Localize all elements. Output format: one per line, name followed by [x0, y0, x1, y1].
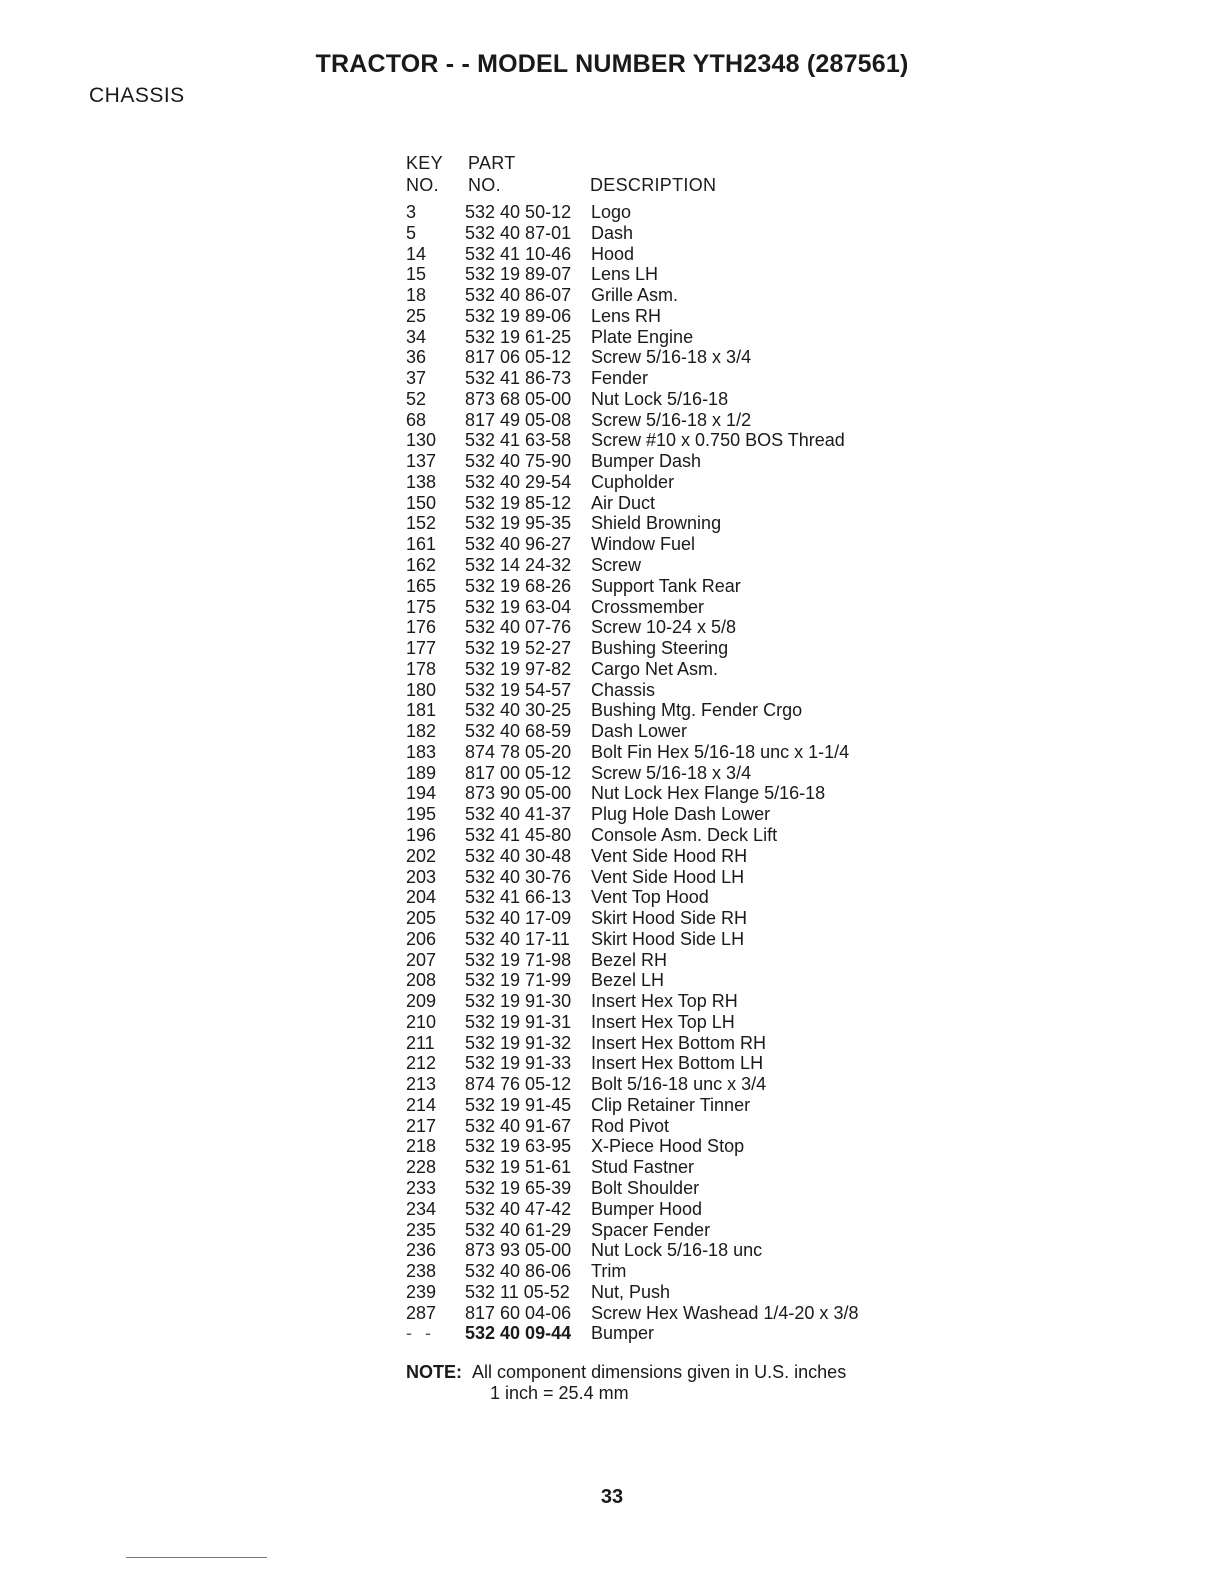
- description-cell: Bolt Shoulder: [591, 1177, 700, 1198]
- table-row: [406, 825, 966, 846]
- table-row: [406, 264, 966, 285]
- header-description: DESCRIPTION: [590, 175, 717, 195]
- description-cell: Window Fuel: [591, 534, 696, 555]
- description-cell: Bumper Dash: [591, 451, 702, 472]
- table-row: [406, 783, 966, 804]
- table-row: [406, 493, 966, 514]
- table-row: [406, 1136, 966, 1157]
- part-number-cell: 532 19 61-25: [465, 326, 572, 347]
- key-cell: 18: [406, 285, 427, 306]
- description-cell: Bumper: [591, 1323, 655, 1344]
- table-row: [406, 659, 966, 680]
- table-row: [406, 1199, 966, 1220]
- description-cell: Shield Browning: [591, 513, 722, 534]
- key-cell: 234: [406, 1198, 437, 1219]
- part-number-cell: 532 19 71-98: [465, 949, 572, 970]
- part-number-cell: 532 19 51-61: [465, 1157, 572, 1178]
- table-row: [406, 368, 966, 389]
- key-cell: 165: [406, 575, 437, 596]
- key-cell: 287: [406, 1302, 437, 1323]
- description-cell: Screw 10-24 x 5/8: [591, 617, 737, 638]
- table-body: [406, 202, 966, 1344]
- part-number-cell: 532 40 30-48: [465, 845, 572, 866]
- part-number-cell: 532 40 86-07: [465, 285, 572, 306]
- part-number-cell: 532 19 91-33: [465, 1053, 572, 1074]
- key-cell: 212: [406, 1053, 437, 1074]
- table-row: [406, 991, 966, 1012]
- description-cell: Trim: [591, 1261, 627, 1282]
- page-title: TRACTOR - - MODEL NUMBER YTH2348 (287561): [315, 50, 909, 78]
- key-cell: 207: [406, 949, 437, 970]
- description-cell: Skirt Hood Side LH: [591, 928, 745, 949]
- key-cell: 36: [406, 347, 427, 368]
- table-row: [406, 929, 966, 950]
- key-cell: - -: [406, 1323, 435, 1344]
- table-row: [406, 1012, 966, 1033]
- key-cell: 176: [406, 617, 437, 638]
- part-number-cell: 532 19 65-39: [465, 1177, 572, 1198]
- description-cell: Lens RH: [591, 305, 662, 326]
- table-row: [406, 202, 966, 223]
- table-row: [406, 908, 966, 929]
- part-number-cell: 532 40 87-01: [465, 222, 572, 243]
- part-number-cell: 873 93 05-00: [465, 1240, 572, 1261]
- key-cell: 137: [406, 451, 437, 472]
- key-cell: 233: [406, 1177, 437, 1198]
- table-row: [406, 1261, 966, 1282]
- part-number-cell: 532 40 47-42: [465, 1198, 572, 1219]
- table-row: [406, 430, 966, 451]
- description-cell: Bolt Fin Hex 5/16-18 unc x 1-1/4: [591, 741, 850, 762]
- key-cell: 235: [406, 1219, 437, 1240]
- key-cell: 178: [406, 658, 437, 679]
- description-cell: Hood: [591, 243, 635, 264]
- part-number-cell: 532 40 29-54: [465, 471, 572, 492]
- key-cell: 15: [406, 264, 427, 285]
- description-cell: Dash Lower: [591, 721, 688, 742]
- part-number-cell: 532 40 30-76: [465, 866, 572, 887]
- key-cell: 182: [406, 721, 437, 742]
- description-cell: Insert Hex Bottom RH: [591, 1032, 767, 1053]
- description-cell: Vent Side Hood LH: [591, 866, 745, 887]
- description-cell: Nut Lock 5/16-18 unc: [591, 1240, 763, 1261]
- table-row: [406, 700, 966, 721]
- key-cell: 175: [406, 596, 437, 617]
- part-number-cell: 532 19 52-27: [465, 638, 572, 659]
- description-cell: Vent Top Hood: [591, 887, 709, 908]
- description-cell: Insert Hex Top LH: [591, 1011, 735, 1032]
- part-number-cell: 817 06 05-12: [465, 347, 572, 368]
- description-cell: Vent Side Hood RH: [591, 845, 748, 866]
- part-number-cell: 532 40 50-12: [465, 202, 572, 222]
- part-number-cell: 817 49 05-08: [465, 409, 572, 430]
- key-cell: 5: [406, 222, 417, 243]
- table-row: [406, 846, 966, 867]
- table-row: [406, 347, 966, 368]
- description-cell: Logo: [591, 202, 632, 222]
- table-row: [406, 721, 966, 742]
- description-cell: Bumper Hood: [591, 1198, 703, 1219]
- table-row: [406, 223, 966, 244]
- part-number-cell: 532 41 86-73: [465, 368, 572, 389]
- part-number-cell: 532 40 30-25: [465, 700, 572, 721]
- key-cell: 162: [406, 555, 437, 576]
- key-cell: 14: [406, 243, 427, 264]
- key-cell: 34: [406, 326, 427, 347]
- key-cell: 177: [406, 638, 437, 659]
- table-row: [406, 410, 966, 431]
- table-row: [406, 244, 966, 265]
- description-cell: Bezel RH: [591, 949, 668, 970]
- part-number-cell: 532 14 24-32: [465, 555, 572, 576]
- part-number-cell: 532 19 91-31: [465, 1011, 572, 1032]
- part-number-cell: 532 40 68-59: [465, 721, 572, 742]
- part-number-cell: 532 40 96-27: [465, 534, 572, 555]
- description-cell: Insert Hex Bottom LH: [591, 1053, 764, 1074]
- parts-table: [406, 152, 966, 1344]
- table-header-row-2: [406, 174, 966, 196]
- part-number-cell: 874 78 05-20: [465, 741, 572, 762]
- description-cell: Nut, Push: [591, 1281, 671, 1302]
- description-cell: Nut Lock Hex Flange 5/16-18: [591, 783, 826, 804]
- part-number-cell: 532 40 75-90: [465, 451, 572, 472]
- key-cell: 213: [406, 1074, 437, 1095]
- table-row: [406, 389, 966, 410]
- table-row: [406, 680, 966, 701]
- part-number-cell: 532 40 17-11: [465, 928, 570, 949]
- part-number-cell: 817 00 05-12: [465, 762, 572, 783]
- description-cell: Bushing Steering: [591, 638, 729, 659]
- description-cell: Insert Hex Top RH: [591, 991, 738, 1012]
- description-cell: Chassis: [591, 679, 656, 700]
- part-number-cell: 532 41 63-58: [465, 430, 572, 451]
- description-cell: Fender: [591, 368, 649, 389]
- key-cell: 208: [406, 970, 437, 991]
- part-number-cell: 532 19 95-35: [465, 513, 572, 534]
- table-row: [406, 1053, 966, 1074]
- table-row: [406, 597, 966, 618]
- description-cell: X-Piece Hood Stop: [591, 1136, 745, 1157]
- key-cell: 211: [406, 1032, 435, 1053]
- part-number-cell: 873 68 05-00: [465, 388, 572, 409]
- key-cell: 210: [406, 1011, 437, 1032]
- key-cell: 195: [406, 804, 437, 825]
- table-row: [406, 804, 966, 825]
- table-row: [406, 887, 966, 908]
- table-row: [406, 327, 966, 348]
- table-row: [406, 763, 966, 784]
- part-number-cell: 532 19 54-57: [465, 679, 572, 700]
- key-cell: 205: [406, 908, 437, 929]
- table-row: [406, 1220, 966, 1241]
- part-number-cell: 532 19 71-99: [465, 970, 572, 991]
- part-number-cell: 873 90 05-00: [465, 783, 572, 804]
- key-cell: 209: [406, 991, 437, 1012]
- table-row: [406, 513, 966, 534]
- key-cell: 52: [406, 388, 427, 409]
- description-cell: Plate Engine: [591, 326, 694, 347]
- table-row: [406, 1178, 966, 1199]
- key-cell: 180: [406, 679, 437, 700]
- key-cell: 130: [406, 430, 437, 451]
- page-number: 33: [600, 1486, 624, 1508]
- table-row: [406, 742, 966, 763]
- description-cell: Screw Hex Washead 1/4-20 x 3/8: [591, 1302, 859, 1323]
- description-cell: Skirt Hood Side RH: [591, 908, 748, 929]
- key-cell: 150: [406, 492, 437, 513]
- key-cell: 183: [406, 741, 437, 762]
- part-number-cell: 532 40 09-44: [465, 1323, 572, 1344]
- note: [406, 1362, 846, 1383]
- part-number-cell: 532 40 17-09: [465, 908, 572, 929]
- table-header-row-1: [406, 152, 966, 174]
- description-cell: Grille Asm.: [591, 285, 679, 306]
- table-row: [406, 285, 966, 306]
- table-row: [406, 1033, 966, 1054]
- description-cell: Nut Lock 5/16-18: [591, 388, 729, 409]
- key-cell: 68: [406, 409, 427, 430]
- key-cell: 204: [406, 887, 437, 908]
- part-number-cell: 532 40 86-06: [465, 1261, 572, 1282]
- description-cell: Screw: [591, 555, 642, 576]
- description-cell: Plug Hole Dash Lower: [591, 804, 771, 825]
- part-number-cell: 532 40 07-76: [465, 617, 572, 638]
- part-number-cell: 874 76 05-12: [465, 1074, 572, 1095]
- key-cell: 3: [406, 202, 417, 222]
- footer-rule: [126, 1557, 267, 1558]
- key-cell: 203: [406, 866, 437, 887]
- description-cell: Bezel LH: [591, 970, 665, 991]
- table-row: [406, 1157, 966, 1178]
- description-cell: Screw 5/16-18 x 3/4: [591, 762, 752, 783]
- description-cell: Crossmember: [591, 596, 705, 617]
- table-row: [406, 1116, 966, 1137]
- key-cell: 228: [406, 1157, 437, 1178]
- key-cell: 202: [406, 845, 437, 866]
- description-cell: Screw #10 x 0.750 BOS Thread: [591, 430, 845, 451]
- note-line1: All component dimensions given in U.S. inches: [472, 1362, 847, 1382]
- part-number-cell: 532 19 63-04: [465, 596, 572, 617]
- key-cell: 217: [406, 1115, 437, 1136]
- section-title: CHASSIS: [89, 84, 185, 107]
- part-number-cell: 532 19 68-26: [465, 575, 572, 596]
- part-number-cell: 532 19 97-82: [465, 658, 572, 679]
- description-cell: Bolt 5/16-18 unc x 3/4: [591, 1074, 767, 1095]
- description-cell: Support Tank Rear: [591, 575, 741, 596]
- key-cell: 189: [406, 762, 437, 783]
- table-row: [406, 451, 966, 472]
- table-row: [406, 1303, 966, 1324]
- description-cell: Console Asm. Deck Lift: [591, 824, 778, 845]
- part-number-cell: 532 40 61-29: [465, 1219, 572, 1240]
- key-cell: 196: [406, 824, 437, 845]
- note-line2: 1 inch = 25.4 mm: [490, 1383, 629, 1403]
- part-number-cell: 532 19 85-12: [465, 492, 572, 513]
- table-row: [406, 1074, 966, 1095]
- header-key-line2: NO.: [406, 175, 439, 195]
- table-row: [406, 555, 966, 576]
- table-row: [406, 1323, 966, 1344]
- table-row: [406, 576, 966, 597]
- key-cell: 194: [406, 783, 437, 804]
- part-number-cell: 532 41 45-80: [465, 824, 572, 845]
- description-cell: Dash: [591, 222, 634, 243]
- description-cell: Stud Fastner: [591, 1157, 695, 1178]
- key-cell: 218: [406, 1136, 437, 1157]
- part-number-cell: 532 40 41-37: [465, 804, 572, 825]
- key-cell: 25: [406, 305, 427, 326]
- key-cell: 181: [406, 700, 437, 721]
- part-number-cell: 532 41 10-46: [465, 243, 572, 264]
- part-number-cell: 532 19 91-30: [465, 991, 572, 1012]
- part-number-cell: 532 19 91-45: [465, 1094, 572, 1115]
- part-number-cell: 532 19 89-07: [465, 264, 572, 285]
- note-label: NOTE:: [406, 1362, 462, 1382]
- table-row: [406, 534, 966, 555]
- description-cell: Bushing Mtg. Fender Crgo: [591, 700, 803, 721]
- key-cell: 238: [406, 1261, 437, 1282]
- key-cell: 161: [406, 534, 437, 555]
- description-cell: Screw 5/16-18 x 1/2: [591, 409, 752, 430]
- description-cell: Screw 5/16-18 x 3/4: [591, 347, 752, 368]
- table-row: [406, 472, 966, 493]
- description-cell: Air Duct: [591, 492, 656, 513]
- table-row: [406, 1240, 966, 1261]
- key-cell: 37: [406, 368, 427, 389]
- table-row: [406, 1282, 966, 1303]
- table-row: [406, 306, 966, 327]
- part-number-cell: 532 19 63-95: [465, 1136, 572, 1157]
- description-cell: Cupholder: [591, 471, 675, 492]
- part-number-cell: 532 19 91-32: [465, 1032, 572, 1053]
- table-row: [406, 617, 966, 638]
- key-cell: 214: [406, 1094, 437, 1115]
- header-part-line2: NO.: [468, 175, 501, 195]
- key-cell: 152: [406, 513, 437, 534]
- header-part-line1: PART: [468, 153, 516, 173]
- part-number-cell: 817 60 04-06: [465, 1302, 572, 1323]
- table-row: [406, 950, 966, 971]
- part-number-cell: 532 11 05-52: [465, 1281, 570, 1302]
- key-cell: 138: [406, 471, 437, 492]
- part-number-cell: 532 41 66-13: [465, 887, 572, 908]
- description-cell: Spacer Fender: [591, 1219, 711, 1240]
- table-row: [406, 867, 966, 888]
- description-cell: Rod Pivot: [591, 1115, 670, 1136]
- part-number-cell: 532 19 89-06: [465, 305, 572, 326]
- table-row: [406, 1095, 966, 1116]
- table-row: [406, 638, 966, 659]
- key-cell: 236: [406, 1240, 437, 1261]
- key-cell: 239: [406, 1281, 437, 1302]
- description-cell: Lens LH: [591, 264, 659, 285]
- part-number-cell: 532 40 91-67: [465, 1115, 572, 1136]
- table-row: [406, 970, 966, 991]
- header-key-line1: KEY: [406, 153, 443, 173]
- description-cell: Cargo Net Asm.: [591, 658, 719, 679]
- key-cell: 206: [406, 928, 437, 949]
- description-cell: Clip Retainer Tinner: [591, 1094, 751, 1115]
